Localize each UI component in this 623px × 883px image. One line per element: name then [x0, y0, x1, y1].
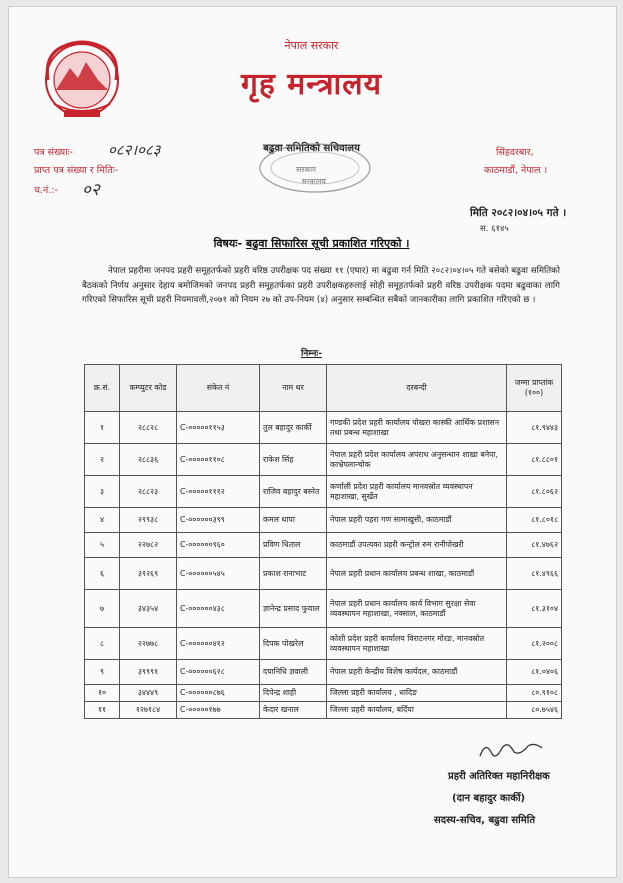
cell-post: कोशी प्रदेश प्रहरी कार्यालय विराटनगर मोरङ, मानवस्रोत व्यवस्थापन महाशाखा — [327, 628, 507, 660]
cell-computer-code: ३४३५४ — [120, 590, 177, 628]
col-symbol-no: संकेत नं — [177, 365, 260, 412]
subject-label: विषयः- — [213, 237, 243, 250]
cell-serial: ६ — [85, 558, 120, 590]
stamp-text-top: सरकार — [296, 165, 317, 174]
ministry-name: गृह मन्त्रालय — [240, 67, 383, 102]
table-row — [85, 628, 562, 660]
dispatch-no-value: ०२ — [82, 180, 100, 200]
cell-post: काठमाडौं उपत्यका प्रहरी कन्ट्रोल रुम रानीपोखरी — [327, 533, 507, 558]
subject-line — [0, 236, 623, 251]
cell-serial: ९ — [85, 660, 120, 685]
cell-post: नेपाल प्रहरी प्रदेश कार्यालय अपराध अनुसन्धान शाखा बनेपा, काभ्रेपलान्चोक — [327, 444, 507, 476]
cell-total-marks: ८१.८०१८ — [507, 508, 562, 533]
cell-name: दिपेन्द्र शाही — [260, 685, 327, 702]
cell-name: राकेश सिंह — [260, 444, 327, 476]
table-row — [85, 412, 562, 444]
address-line-2: काठमाडौं, नेपाल । — [484, 165, 548, 176]
dispatch-no-label: च.नं.:- — [34, 185, 58, 196]
body-paragraph: नेपाल प्रहरीमा जनपद प्रहरी समूहतर्फको प्रहरी वरिष्ठ उपरीक्षक पद संख्या ११ (एघार) मा बढुवा गर्न मिति २०८२।०४।०५ गते बसेको बढुवा समितिको बैठकको निर्णय अनुसार देहाय बमोजिमको जनपद प्रहरी समूहतर्फका प्रहरी उपरीक्षकहरुलाई सोही समूहतर्फको प्रहरी वरिष्ठ उपरीक्षक पदमा बढुवाका लागि गरिएको सिफारिस सूची प्रहरी नियमावली,२०७१ को नियम २७ को उप-नियम (४) अनुसार सम्बन्धित सबैको जानकारीका लागि प्रकाशित गरिएको छ । — [82, 266, 560, 306]
cell-computer-code: २२७७८ — [120, 628, 177, 660]
cell-post: गण्डकी प्रदेश प्रहरी कार्यालय पोखरा कास्की आर्थिक प्रशासन तथा प्रबन्ध महाशाखा — [327, 412, 507, 444]
cell-symbol-no: C-०००००११५३ — [177, 412, 260, 444]
cell-computer-code: ३९२६९ — [120, 558, 177, 590]
cell-name: राजिव बहादुर बस्नेत — [260, 476, 327, 508]
table-row — [85, 508, 562, 533]
cell-computer-code: २२७८२ — [120, 533, 177, 558]
cell-computer-code: २९९३८ — [120, 508, 177, 533]
cell-name: दयानिधि ज्ञवाली — [260, 660, 327, 685]
signatory-role: सदस्य-सचिव, बढुवा समिति — [434, 815, 536, 826]
cell-total-marks: ८१.३१०४ — [507, 590, 562, 628]
government-name: नेपाल सरकार — [284, 39, 339, 52]
cell-post: जिल्ला प्रहरी कार्यालय , धादिङ — [327, 685, 507, 702]
cell-serial: १ — [85, 412, 120, 444]
table-row — [85, 444, 562, 476]
cell-computer-code: ३९९९१ — [120, 660, 177, 685]
subject-text: बढुवा सिफारिस सूची प्रकाशित गरिएको । — [245, 237, 410, 250]
table-row — [85, 702, 562, 719]
cell-symbol-no: C-००००००३९९ — [177, 508, 260, 533]
address-line-1: सिंहदरबार, — [496, 147, 534, 158]
cell-total-marks: ८१.९४४३ — [507, 412, 562, 444]
cell-symbol-no: C-०००००१७७ — [177, 702, 260, 719]
cell-computer-code: २८८२३ — [120, 476, 177, 508]
cell-post: नेपाल प्रहरी पहरा गण सामाखुसी, काठमाडौं — [327, 508, 507, 533]
table-row — [85, 533, 562, 558]
cell-total-marks: ८१.२००८ — [507, 628, 562, 660]
cell-computer-code: ३४४४९ — [120, 685, 177, 702]
table-row — [85, 558, 562, 590]
cell-total-marks: ८१.४७६२ — [507, 533, 562, 558]
table-row — [85, 685, 562, 702]
cell-name: प्रकाश रानाभाट — [260, 558, 327, 590]
col-name: नाम थर — [260, 365, 327, 412]
cell-symbol-no: C-००००००४१२ — [177, 628, 260, 660]
cell-post: जिल्ला प्रहरी कार्यालय, बर्दिया — [327, 702, 507, 719]
cell-total-marks: ८१.८८०१ — [507, 444, 562, 476]
cell-total-marks: ८१.८०६२ — [507, 476, 562, 508]
col-computer-code: कम्प्युटर कोड — [120, 365, 177, 412]
cell-post: कर्णाली प्रदेश प्रहरी कार्यालय मानवस्रोत व्यवस्थापन महाशाखा, सुर्खेत — [327, 476, 507, 508]
cell-total-marks: ८१.०४०६ — [507, 660, 562, 685]
signature-icon — [476, 736, 546, 762]
cell-total-marks: ८०.९१०८ — [507, 685, 562, 702]
table-row — [85, 476, 562, 508]
stamp-text-bottom: मन्त्रालय — [302, 177, 326, 186]
cell-serial: ५ — [85, 533, 120, 558]
cell-name: केदार खनाल — [260, 702, 327, 719]
col-total-marks: जम्मा प्राप्तांक (१००) — [507, 365, 562, 412]
cell-serial: २ — [85, 444, 120, 476]
col-post: दरबन्दी — [327, 365, 507, 412]
cell-serial: ७ — [85, 590, 120, 628]
cell-serial: ४ — [85, 508, 120, 533]
cell-total-marks: ८०.७५४६ — [507, 702, 562, 719]
signatory-title: प्रहरी अतिरिक्त महानिरीक्षक — [448, 771, 550, 782]
cell-symbol-no: C-००००००५४५ — [177, 558, 260, 590]
reference-no: स. ६१४५ — [480, 224, 509, 234]
table-row — [85, 590, 562, 628]
cell-post: नेपाल प्रहरी केन्द्रीय विशेष कार्यदल, काठमाडौं — [327, 660, 507, 685]
cell-symbol-no: C-०००००१११२ — [177, 476, 260, 508]
cell-serial: १० — [85, 685, 120, 702]
letter-date: मिति २०८२।०४।०५ गते । — [470, 207, 567, 219]
cell-symbol-no: C-००००००८७६ — [177, 685, 260, 702]
cell-name: प्रविण धिताल — [260, 533, 327, 558]
section-title: बढुवा समितिको सचिवालय — [263, 143, 360, 154]
cell-total-marks: ८१.४९६६ — [507, 558, 562, 590]
cell-serial: ३ — [85, 476, 120, 508]
cell-serial: ११ — [85, 702, 120, 719]
col-serial: क्र.सं. — [85, 365, 120, 412]
cell-post: नेपाल प्रहरी प्रधान कार्यालय कार्य विभाग सुरक्षा सेवा व्यवस्थापन महाशाखा, नक्साल, काठमाडौं — [327, 590, 507, 628]
cell-name: तुल बहादुर कार्की — [260, 412, 327, 444]
table-row — [85, 660, 562, 685]
cell-symbol-no: C-००००००६२८ — [177, 660, 260, 685]
cell-computer-code: २८८३६ — [120, 444, 177, 476]
signatory-name: (दान बहादुर कार्की) — [452, 793, 526, 804]
cell-serial: ८ — [85, 628, 120, 660]
letter-no-value: ०८२।०८३ — [108, 141, 161, 159]
cell-name: ज्ञानेन्द्र प्रसाद फुयाल — [260, 590, 327, 628]
recommendation-table — [84, 364, 562, 719]
table-header-row — [85, 365, 562, 412]
cell-symbol-no: C-००००००९६० — [177, 533, 260, 558]
received-letter-label: प्राप्त पत्र संख्या र मितिः- — [34, 165, 119, 176]
cell-computer-code: २८८२८ — [120, 412, 177, 444]
cell-computer-code: १२७१८४ — [120, 702, 177, 719]
cell-name: दिपक पोखरेल — [260, 628, 327, 660]
cell-post: नेपाल प्रहरी प्रधान कार्यालय प्रबन्ध शाखा, काठमाडौं — [327, 558, 507, 590]
cell-symbol-no: C-०००००११०८ — [177, 444, 260, 476]
cell-name: कमल थापा — [260, 508, 327, 533]
cell-symbol-no: C-००००००४३८ — [177, 590, 260, 628]
list-heading: निम्नः- — [301, 349, 322, 359]
letter-no-label: पत्र संख्याः- — [34, 147, 73, 158]
